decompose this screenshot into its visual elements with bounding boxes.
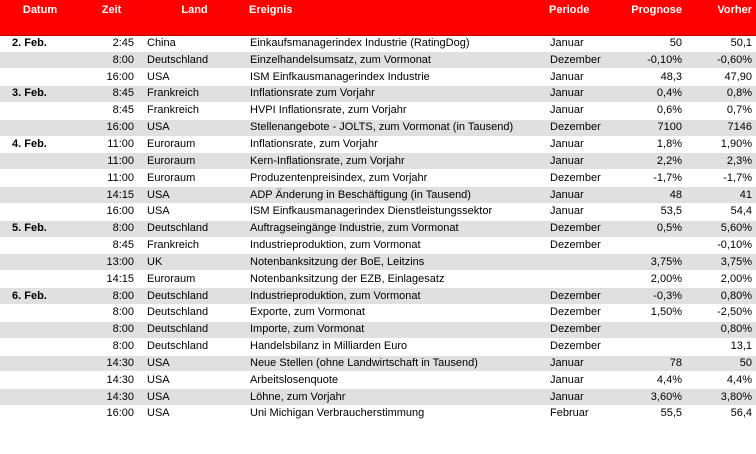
cell-land: Euroraum — [143, 170, 246, 187]
table-row — [0, 153, 756, 170]
cell-periode: Dezember — [546, 119, 618, 136]
cell-zeit: 13:00 — [80, 254, 143, 271]
cell-periode: Januar — [546, 153, 618, 170]
cell-periode: Dezember — [546, 237, 618, 254]
cell-land: Euroraum — [143, 153, 246, 170]
cell-vorher: -2,50% — [688, 305, 756, 322]
cell-vorher: 5,60% — [688, 220, 756, 237]
cell-land: Deutschland — [143, 288, 246, 305]
cell-prognose: 53,5 — [618, 203, 688, 220]
cell-datum: 4. Feb. — [0, 136, 80, 153]
cell-datum — [0, 170, 80, 187]
cell-prognose: 50 — [618, 35, 688, 52]
cell-datum — [0, 237, 80, 254]
cell-prognose: -0,3% — [618, 288, 688, 305]
cell-periode: Januar — [546, 86, 618, 103]
table-row — [0, 119, 756, 136]
cell-vorher: 2,00% — [688, 271, 756, 288]
cell-ereignis: Industrieproduktion, zum Vormonat — [246, 237, 546, 254]
cell-vorher: 4,4% — [688, 372, 756, 389]
cell-prognose: 1,8% — [618, 136, 688, 153]
cell-zeit: 11:00 — [80, 153, 143, 170]
cell-datum — [0, 389, 80, 406]
header-vorher: Vorher — [688, 0, 756, 35]
cell-vorher: 3,75% — [688, 254, 756, 271]
cell-periode: Dezember — [546, 338, 618, 355]
table-row — [0, 406, 756, 423]
cell-prognose: 0,4% — [618, 86, 688, 103]
cell-datum — [0, 271, 80, 288]
cell-ereignis: Notenbanksitzung der BoE, Leitzins — [246, 254, 546, 271]
table-row — [0, 254, 756, 271]
cell-zeit: 11:00 — [80, 170, 143, 187]
cell-datum — [0, 338, 80, 355]
cell-zeit: 16:00 — [80, 119, 143, 136]
cell-land: USA — [143, 187, 246, 204]
cell-land: Euroraum — [143, 136, 246, 153]
cell-vorher: 0,7% — [688, 102, 756, 119]
cell-vorher: -0,10% — [688, 237, 756, 254]
cell-land: USA — [143, 406, 246, 423]
cell-land: Frankreich — [143, 237, 246, 254]
cell-periode: Januar — [546, 389, 618, 406]
cell-vorher: 50 — [688, 355, 756, 372]
cell-land: Deutschland — [143, 305, 246, 322]
cell-periode: Januar — [546, 187, 618, 204]
cell-ereignis: Notenbanksitzung der EZB, Einlagesatz — [246, 271, 546, 288]
cell-land: USA — [143, 69, 246, 86]
cell-zeit: 14:30 — [80, 389, 143, 406]
table-row — [0, 187, 756, 204]
cell-prognose: 48 — [618, 187, 688, 204]
cell-periode: Januar — [546, 35, 618, 52]
cell-zeit: 2:45 — [80, 35, 143, 52]
table-row — [0, 237, 756, 254]
cell-vorher: 2,3% — [688, 153, 756, 170]
cell-vorher: 50,1 — [688, 35, 756, 52]
cell-land: Deutschland — [143, 321, 246, 338]
cell-periode — [546, 254, 618, 271]
cell-periode: Dezember — [546, 321, 618, 338]
cell-land: USA — [143, 119, 246, 136]
cell-ereignis: Neue Stellen (ohne Landwirtschaft in Tausend) — [246, 355, 546, 372]
cell-vorher: 7146 — [688, 119, 756, 136]
cell-prognose: 55,5 — [618, 406, 688, 423]
cell-land: Euroraum — [143, 271, 246, 288]
header-prognose: Prognose — [618, 0, 688, 35]
cell-vorher: -1,7% — [688, 170, 756, 187]
cell-datum — [0, 52, 80, 69]
table-row — [0, 288, 756, 305]
cell-datum: 6. Feb. — [0, 288, 80, 305]
cell-vorher: 3,80% — [688, 389, 756, 406]
cell-land: USA — [143, 372, 246, 389]
cell-datum — [0, 119, 80, 136]
cell-vorher: 54,4 — [688, 203, 756, 220]
cell-periode: Januar — [546, 102, 618, 119]
cell-zeit: 8:00 — [80, 305, 143, 322]
cell-datum — [0, 102, 80, 119]
table-row — [0, 136, 756, 153]
cell-land: Deutschland — [143, 220, 246, 237]
cell-ereignis: HVPI Inflationsrate, zum Vorjahr — [246, 102, 546, 119]
table-row — [0, 321, 756, 338]
cell-vorher: 0,80% — [688, 321, 756, 338]
cell-prognose — [618, 237, 688, 254]
cell-ereignis: Auftragseingänge Industrie, zum Vormonat — [246, 220, 546, 237]
cell-prognose: 4,4% — [618, 372, 688, 389]
cell-ereignis: Inflationsrate zum Vorjahr — [246, 86, 546, 103]
cell-vorher: 13,1 — [688, 338, 756, 355]
table-row — [0, 102, 756, 119]
cell-periode: Januar — [546, 355, 618, 372]
cell-ereignis: Stellenangebote - JOLTS, zum Vormonat (in Tausend) — [246, 119, 546, 136]
cell-vorher: 47,90 — [688, 69, 756, 86]
cell-zeit: 8:00 — [80, 288, 143, 305]
cell-zeit: 16:00 — [80, 69, 143, 86]
cell-prognose: 2,2% — [618, 153, 688, 170]
header-row — [0, 0, 756, 35]
cell-datum — [0, 254, 80, 271]
cell-prognose: 0,6% — [618, 102, 688, 119]
cell-ereignis: Kern-Inflationsrate, zum Vorjahr — [246, 153, 546, 170]
cell-datum — [0, 406, 80, 423]
header-ereignis: Ereignis — [246, 0, 546, 35]
cell-ereignis: Einzelhandelsumsatz, zum Vormonat — [246, 52, 546, 69]
cell-ereignis: ADP Änderung in Beschäftigung (in Tausend) — [246, 187, 546, 204]
cell-prognose: 7100 — [618, 119, 688, 136]
cell-prognose: 3,60% — [618, 389, 688, 406]
cell-zeit: 14:15 — [80, 187, 143, 204]
cell-vorher: 1,90% — [688, 136, 756, 153]
cell-zeit: 16:00 — [80, 203, 143, 220]
cell-prognose: 3,75% — [618, 254, 688, 271]
cell-datum — [0, 372, 80, 389]
cell-land: USA — [143, 355, 246, 372]
table-row — [0, 338, 756, 355]
cell-prognose: -0,10% — [618, 52, 688, 69]
table-row — [0, 86, 756, 103]
cell-ereignis: ISM Einfkausmanagerindex Industrie — [246, 69, 546, 86]
table-row — [0, 372, 756, 389]
cell-datum — [0, 203, 80, 220]
cell-land: Deutschland — [143, 52, 246, 69]
cell-prognose: 48,3 — [618, 69, 688, 86]
cell-ereignis: Exporte, zum Vormonat — [246, 305, 546, 322]
cell-datum — [0, 321, 80, 338]
cell-periode: Januar — [546, 372, 618, 389]
table-row — [0, 170, 756, 187]
cell-zeit: 8:00 — [80, 338, 143, 355]
header-land: Land — [143, 0, 246, 35]
cell-vorher: 56,4 — [688, 406, 756, 423]
table-row — [0, 389, 756, 406]
cell-periode: Dezember — [546, 305, 618, 322]
cell-periode: Dezember — [546, 52, 618, 69]
cell-datum — [0, 187, 80, 204]
cell-ereignis: Handelsbilanz in Milliarden Euro — [246, 338, 546, 355]
cell-ereignis: Einkaufsmanagerindex Industrie (RatingDog) — [246, 35, 546, 52]
header-periode: Periode — [546, 0, 618, 35]
cell-vorher: 41 — [688, 187, 756, 204]
table-row — [0, 52, 756, 69]
cell-ereignis: Produzentenpreisindex, zum Vorjahr — [246, 170, 546, 187]
header-datum: Datum — [0, 0, 80, 35]
cell-periode: Januar — [546, 203, 618, 220]
cell-prognose — [618, 321, 688, 338]
cell-periode: Februar — [546, 406, 618, 423]
cell-ereignis: ISM Einfkausmanagerindex Dienstleistungssektor — [246, 203, 546, 220]
cell-zeit: 8:45 — [80, 237, 143, 254]
table-header — [0, 0, 756, 35]
cell-ereignis: Industrieproduktion, zum Vormonat — [246, 288, 546, 305]
cell-datum — [0, 355, 80, 372]
cell-prognose: 0,5% — [618, 220, 688, 237]
cell-land: UK — [143, 254, 246, 271]
cell-datum: 5. Feb. — [0, 220, 80, 237]
cell-datum — [0, 153, 80, 170]
cell-prognose: 1,50% — [618, 305, 688, 322]
table-row — [0, 69, 756, 86]
cell-land: USA — [143, 203, 246, 220]
table-row — [0, 355, 756, 372]
cell-vorher: 0,8% — [688, 86, 756, 103]
cell-land: Frankreich — [143, 86, 246, 103]
cell-periode: Dezember — [546, 288, 618, 305]
cell-zeit: 14:30 — [80, 372, 143, 389]
cell-ereignis: Arbeitslosenquote — [246, 372, 546, 389]
cell-periode: Dezember — [546, 170, 618, 187]
cell-land: Deutschland — [143, 338, 246, 355]
cell-prognose: 78 — [618, 355, 688, 372]
cell-land: China — [143, 35, 246, 52]
cell-ereignis: Inflationsrate, zum Vorjahr — [246, 136, 546, 153]
cell-land: USA — [143, 389, 246, 406]
cell-ereignis: Importe, zum Vormonat — [246, 321, 546, 338]
cell-zeit: 8:45 — [80, 86, 143, 103]
cell-ereignis: Uni Michigan Verbraucherstimmung — [246, 406, 546, 423]
cell-prognose: -1,7% — [618, 170, 688, 187]
cell-zeit: 14:15 — [80, 271, 143, 288]
cell-ereignis: Löhne, zum Vorjahr — [246, 389, 546, 406]
table-row — [0, 203, 756, 220]
cell-land: Frankreich — [143, 102, 246, 119]
table-row — [0, 305, 756, 322]
cell-prognose — [618, 338, 688, 355]
cell-zeit: 11:00 — [80, 136, 143, 153]
cell-zeit: 8:00 — [80, 321, 143, 338]
cell-zeit: 14:30 — [80, 355, 143, 372]
cell-periode: Dezember — [546, 220, 618, 237]
cell-prognose: 2,00% — [618, 271, 688, 288]
header-zeit: Zeit — [80, 0, 143, 35]
cell-periode: Januar — [546, 136, 618, 153]
table-body — [0, 35, 756, 422]
cell-datum — [0, 305, 80, 322]
cell-zeit: 8:00 — [80, 220, 143, 237]
cell-datum: 3. Feb. — [0, 86, 80, 103]
table-row — [0, 35, 756, 52]
cell-zeit: 16:00 — [80, 406, 143, 423]
table-row — [0, 271, 756, 288]
table-row — [0, 220, 756, 237]
cell-zeit: 8:45 — [80, 102, 143, 119]
cell-periode: Januar — [546, 69, 618, 86]
cell-periode — [546, 271, 618, 288]
cell-vorher: -0,60% — [688, 52, 756, 69]
cell-vorher: 0,80% — [688, 288, 756, 305]
cell-datum: 2. Feb. — [0, 35, 80, 52]
cell-zeit: 8:00 — [80, 52, 143, 69]
cell-datum — [0, 69, 80, 86]
